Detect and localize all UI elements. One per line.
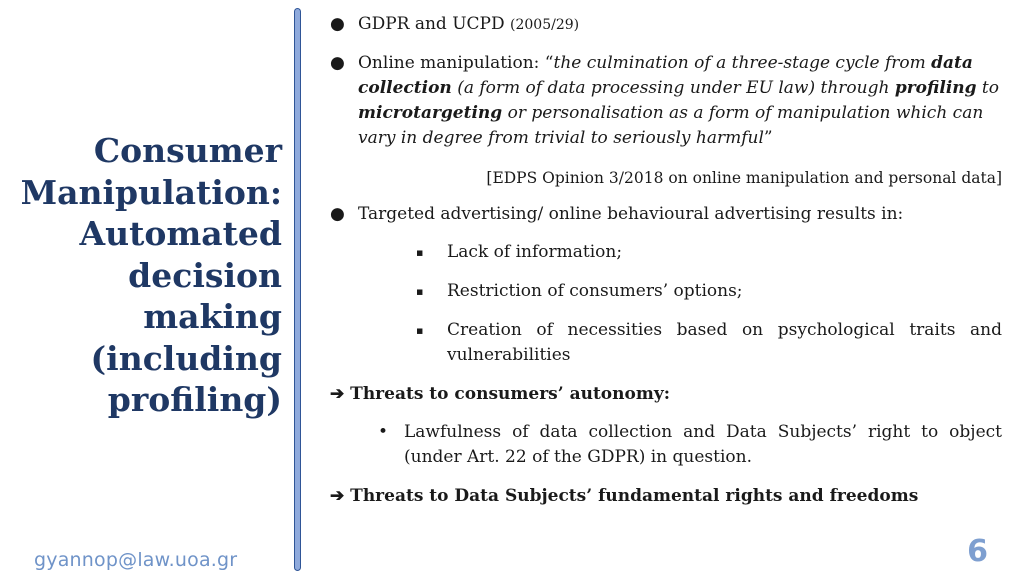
title-line: Manipulation: xyxy=(20,172,282,212)
bullet-text: Targeted advertising/ online behavioural advertising results in: xyxy=(358,204,904,224)
slide-title xyxy=(20,130,282,421)
sub-bullet xyxy=(416,279,1002,304)
threat-autonomy xyxy=(330,382,670,407)
slide-number: 6 xyxy=(967,534,988,569)
title-line: making xyxy=(143,297,282,336)
title-line: Consumer xyxy=(93,131,282,170)
bullet-text: GDPR and UCPD (2005/29) xyxy=(358,14,580,34)
bullet-dot-icon: ● xyxy=(330,14,345,34)
title-line: decision xyxy=(128,255,282,295)
square-bullet-icon: ▪ xyxy=(416,246,424,259)
arrow-right-icon: ➔ xyxy=(330,384,345,404)
bullet-dot-icon: ● xyxy=(330,53,345,73)
threat-text: Threats to consumers’ autonomy: xyxy=(350,384,670,404)
title-line: profiling) xyxy=(107,380,282,419)
title-line: Automated xyxy=(79,214,282,253)
threat-text: Threats to Data Subjects’ fundamental rights and freedoms xyxy=(350,486,919,506)
sub-bullet-text: Creation of necessities based on psychological traits and vulnerabilities xyxy=(447,320,1002,365)
sub-bullet xyxy=(416,240,1002,265)
square-bullet-icon: ▪ xyxy=(416,285,424,298)
square-bullet-icon: ▪ xyxy=(416,324,424,337)
bullet-targeted-advertising xyxy=(330,202,1002,227)
title-line: (including xyxy=(90,338,282,378)
reference-citation: [EDPS Opinion 3/2018 on online manipulation and personal data] xyxy=(486,169,1002,187)
sub-bullet-text: Lack of information; xyxy=(447,242,623,262)
sub-bullet xyxy=(416,318,1002,368)
footer-email: gyannop@law.uoa.gr xyxy=(34,549,238,571)
vertical-divider xyxy=(294,8,301,571)
bullet-dot-icon: ● xyxy=(330,204,345,224)
bullet-gdpr xyxy=(330,12,1002,38)
arrow-right-icon: ➔ xyxy=(330,486,345,506)
bullet-text: Online manipulation: “the culmination of a three-stage cycle from data collection (a form of data processing under EU law) through profiling to microtargeting or personalisation as a form of manipulation which can vary in degree from trivial to seriously harmful” xyxy=(358,53,1000,148)
small-bullet-icon: • xyxy=(378,422,389,442)
threat-sub-bullet xyxy=(378,420,1002,470)
threat-sub-text: Lawfulness of data collection and Data Subjects’ right to object (under Art. 22 of the GDPR) in question. xyxy=(404,422,1002,467)
bullet-online-manipulation xyxy=(330,51,1002,151)
threat-rights xyxy=(330,484,918,509)
sub-bullet-text: Restriction of consumers’ options; xyxy=(447,281,743,301)
